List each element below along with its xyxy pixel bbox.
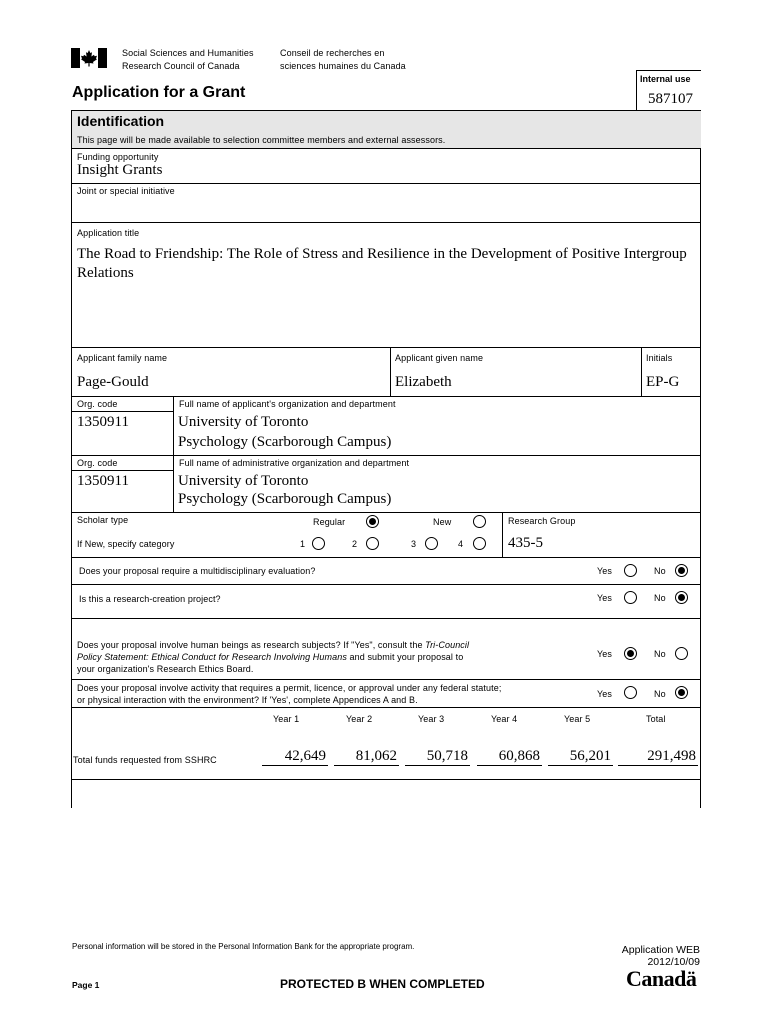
application-title-label: Application title xyxy=(77,228,140,238)
q2-no-label: No xyxy=(654,593,666,603)
rule-org xyxy=(71,455,701,456)
q2-yes-label: Yes xyxy=(597,593,612,603)
q2-yes-radio[interactable] xyxy=(624,591,637,604)
q3-line2-text: and submit your proposal to xyxy=(346,652,464,662)
funds-header-total: Total xyxy=(646,714,666,724)
funds-year1-value: 42,649 xyxy=(284,748,326,764)
divider-org-code xyxy=(173,396,174,512)
q2-no-radio[interactable] xyxy=(675,591,688,604)
rule-names xyxy=(71,396,701,397)
agency-fr-line1: Conseil de recherches en xyxy=(280,48,385,58)
rule-q4 xyxy=(71,707,701,708)
canada-flag-logo xyxy=(71,48,107,68)
q3-line2-italic: Policy Statement: Ethical Conduct for Research Involving Humans xyxy=(77,652,347,662)
divider-initials xyxy=(641,348,642,396)
funds-total-underline xyxy=(618,765,698,766)
agency-en-line2: Research Council of Canada xyxy=(122,61,240,71)
rule-admin-code-label xyxy=(71,470,173,471)
internal-use-value: 587107 xyxy=(648,91,693,107)
admin-org-name-label: Full name of administrative organization and department xyxy=(179,458,410,468)
q3-line1 xyxy=(77,639,597,651)
category-3-radio[interactable] xyxy=(425,537,438,550)
human-subjects-question xyxy=(77,639,597,675)
funding-opportunity-value: Insight Grants xyxy=(77,162,163,178)
category-2-label: 2 xyxy=(352,539,358,549)
permit-environment-question xyxy=(77,682,597,706)
agency-en-line1: Social Sciences and Humanities xyxy=(122,48,254,58)
divider-given xyxy=(390,348,391,396)
funds-year5-underline xyxy=(548,765,613,766)
rule-q1 xyxy=(71,584,701,585)
page-number: Page 1 xyxy=(72,980,100,990)
rule-funds xyxy=(71,779,701,780)
scholar-regular-radio[interactable] xyxy=(366,515,379,528)
org-code-value: 1350911 xyxy=(77,414,129,430)
funds-year3-underline xyxy=(405,765,470,766)
form-date: 2012/10/09 xyxy=(647,956,700,968)
funds-year2-value: 81,062 xyxy=(355,748,397,764)
rule-joint xyxy=(71,222,701,223)
funding-opportunity-label: Funding opportunity xyxy=(77,152,159,162)
applicant-family-name-value: Page-Gould xyxy=(77,374,149,390)
funds-header-year4: Year 4 xyxy=(491,714,518,724)
funds-header-year2: Year 2 xyxy=(346,714,373,724)
q4-line2: or physical interaction with the environment? If 'Yes', complete Appendices A and B. xyxy=(77,695,418,705)
category-3-label: 3 xyxy=(411,539,417,549)
identification-notice: This page will be made available to selection committee members and external assessors. xyxy=(77,135,446,145)
funds-year4-underline xyxy=(477,765,542,766)
canada-wordmark-text: Canadä xyxy=(626,966,697,991)
q4-no-radio[interactable] xyxy=(675,686,688,699)
category-1-radio[interactable] xyxy=(312,537,325,550)
admin-org-name-line1: University of Toronto xyxy=(178,473,309,489)
canada-wordmark xyxy=(626,966,702,992)
funds-total-value: 291,498 xyxy=(647,748,696,764)
q3-yes-label: Yes xyxy=(597,649,612,659)
form-title: Application for a Grant xyxy=(72,84,246,101)
research-group-label: Research Group xyxy=(508,516,576,526)
q3-line2 xyxy=(77,651,597,663)
admin-org-code-label: Org. code xyxy=(77,458,118,468)
q3-line1-text: Does your proposal involve human beings as research subjects? If "Yes", consult the xyxy=(77,640,426,650)
q1-no-label: No xyxy=(654,566,666,576)
research-group-value: 435-5 xyxy=(508,535,543,551)
rule-q3 xyxy=(71,679,701,680)
q3-line3: your organization's Research Ethics Board. xyxy=(77,664,254,674)
admin-org-name-line2: Psychology (Scarborough Campus) xyxy=(178,491,392,507)
agency-name-fr xyxy=(280,47,406,73)
application-title-value: The Road to Friendship: The Role of Stress and Resilience in the Development of Positive Intergroup Relations xyxy=(77,246,687,281)
funds-year5-value: 56,201 xyxy=(569,748,611,764)
org-code-label: Org. code xyxy=(77,399,118,409)
multidisciplinary-question: Does your proposal require a multidisciplinary evaluation? xyxy=(79,566,316,576)
scholar-type-label: Scholar type xyxy=(77,515,129,525)
frame-left-border xyxy=(71,148,72,808)
org-name-line1: University of Toronto xyxy=(178,414,309,430)
q3-line1-italic: Tri-Council xyxy=(425,640,470,650)
applicant-given-name-value: Elizabeth xyxy=(395,374,452,390)
q3-no-radio[interactable] xyxy=(675,647,688,660)
research-creation-question: Is this a research-creation project? xyxy=(79,594,221,604)
total-funds-label: Total funds requested from SSHRC xyxy=(73,755,217,765)
q1-yes-radio[interactable] xyxy=(624,564,637,577)
q4-yes-radio[interactable] xyxy=(624,686,637,699)
q3-yes-radio[interactable] xyxy=(624,647,637,660)
agency-fr-line2: sciences humaines du Canada xyxy=(280,61,406,71)
q1-no-radio[interactable] xyxy=(675,564,688,577)
q4-line1: Does your proposal involve activity that requires a permit, licence, or approval under any federal statute; xyxy=(77,683,502,693)
rule-admin-org xyxy=(71,512,701,513)
if-new-category-label: If New, specify category xyxy=(77,539,175,549)
funds-year4-value: 60,868 xyxy=(498,748,540,764)
identification-heading: Identification xyxy=(77,113,165,129)
divider-research-group xyxy=(502,512,503,558)
q4-no-label: No xyxy=(654,689,666,699)
scholar-regular-label: Regular xyxy=(313,517,346,527)
org-name-label: Full name of applicant's organization and department xyxy=(179,399,396,409)
application-web-label: Application WEB xyxy=(621,944,700,956)
applicant-given-name-label: Applicant given name xyxy=(395,353,484,363)
rule-funding xyxy=(71,183,701,184)
q4-yes-label: Yes xyxy=(597,689,612,699)
internal-use-label: Internal use xyxy=(640,74,691,84)
protected-b-notice: PROTECTED B WHEN COMPLETED xyxy=(280,977,485,991)
q1-yes-label: Yes xyxy=(597,566,612,576)
rule-app-title xyxy=(71,347,701,348)
scholar-new-label: New xyxy=(433,517,452,527)
org-name-line2: Psychology (Scarborough Campus) xyxy=(178,434,392,450)
rule-org-code-label xyxy=(71,411,173,412)
applicant-initials-value: EP-G xyxy=(646,374,680,390)
frame-right-border xyxy=(700,148,701,808)
joint-initiative-label: Joint or special initiative xyxy=(77,186,175,196)
scholar-new-radio[interactable] xyxy=(473,515,486,528)
q3-no-label: No xyxy=(654,649,666,659)
applicant-initials-label: Initials xyxy=(646,353,673,363)
rule-q2 xyxy=(71,618,701,619)
funds-year2-underline xyxy=(334,765,399,766)
funds-year3-value: 50,718 xyxy=(426,748,468,764)
funds-header-year5: Year 5 xyxy=(564,714,591,724)
funds-year1-underline xyxy=(262,765,328,766)
rule-identification xyxy=(71,148,701,149)
funds-header-year3: Year 3 xyxy=(418,714,445,724)
category-1-label: 1 xyxy=(300,539,306,549)
funds-header-year1: Year 1 xyxy=(273,714,300,724)
rule-scholar xyxy=(71,557,701,558)
agency-name-en xyxy=(122,47,254,73)
category-2-radio[interactable] xyxy=(366,537,379,550)
category-4-radio[interactable] xyxy=(473,537,486,550)
category-4-label: 4 xyxy=(458,539,464,549)
privacy-notice: Personal information will be stored in the Personal Information Bank for the appropriate program. xyxy=(72,942,415,951)
applicant-family-name-label: Applicant family name xyxy=(77,353,168,363)
admin-org-code-value: 1350911 xyxy=(77,473,129,489)
